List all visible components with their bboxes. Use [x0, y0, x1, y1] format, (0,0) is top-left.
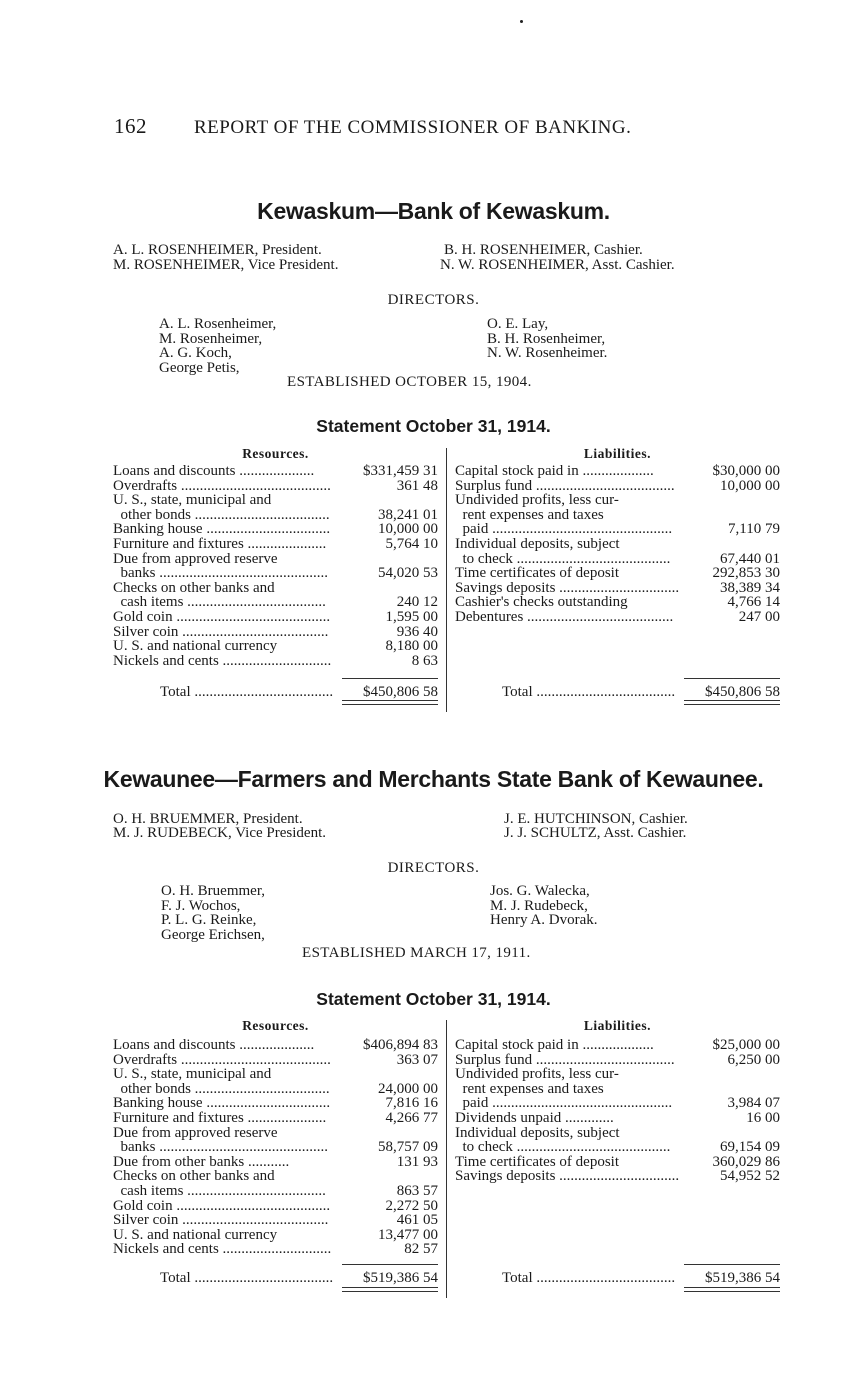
resource-amount: 54,020 53	[378, 565, 438, 582]
resource-amount: 240 12	[396, 594, 438, 611]
resource-row	[113, 1184, 438, 1199]
resources-heading: Resources.	[242, 1018, 309, 1033]
liability-row	[455, 1038, 780, 1053]
total-amount: $450,806 58	[363, 684, 438, 700]
liability-label: Surplus fund .....................................	[455, 1052, 675, 1068]
double-rule	[684, 1287, 780, 1288]
running-head: REPORT OF THE COMMISSIONER OF BANKING.	[194, 117, 632, 138]
liabilities-heading: Liabilities.	[583, 446, 652, 461]
resource-row	[113, 1169, 438, 1184]
resource-label: Furniture and fixtures .....................	[113, 1111, 327, 1126]
liability-row	[455, 464, 780, 479]
resource-amount: 936 40	[396, 623, 438, 640]
director-name: O. H. Bruemmer,	[161, 883, 265, 899]
liability-label: to check .........................................	[455, 551, 671, 567]
total-rule	[684, 678, 780, 679]
liability-row	[455, 1053, 780, 1068]
resource-row	[113, 1213, 438, 1228]
resource-row	[113, 1199, 438, 1214]
liability-amount: 360,029 86	[712, 1153, 780, 1170]
double-rule	[342, 1291, 438, 1292]
total-label: Total .....................................	[502, 1271, 676, 1286]
double-rule	[684, 700, 780, 701]
resource-label: Gold coin .........................................	[113, 610, 331, 625]
column-separator	[446, 448, 447, 712]
director-name: George Erichsen,	[161, 926, 265, 943]
director-name: Jos. G. Walecka,	[490, 883, 590, 899]
liability-row	[455, 566, 780, 581]
resource-row	[113, 493, 438, 508]
director-name: A. L. Rosenheimer,	[159, 316, 277, 332]
liability-label: Surplus fund .....................................	[455, 478, 675, 494]
resource-label: Due from other banks ...........	[113, 1154, 290, 1170]
resource-row	[113, 1140, 438, 1155]
liabilities-heading: Liabilities.	[583, 1018, 652, 1033]
resource-amount: 863 57	[396, 1183, 438, 1199]
directors-heading: DIRECTORS.	[387, 860, 480, 876]
liability-amount: 16 00	[746, 1110, 780, 1126]
double-rule	[342, 700, 438, 701]
liability-label: to check .........................................	[455, 1140, 671, 1156]
liability-amount: $30,000 00	[712, 463, 780, 479]
resource-label: Gold coin .........................................	[113, 1198, 331, 1214]
liability-amount: 10,000 00	[720, 477, 780, 494]
liability-row	[455, 522, 780, 537]
liabilities-total-row	[502, 685, 780, 700]
director-name: F. J. Wochos,	[161, 897, 241, 914]
total-rule	[342, 678, 438, 679]
liability-amount: 7,110 79	[728, 521, 780, 538]
resource-row	[113, 1242, 438, 1257]
total-amount: $450,806 58	[705, 684, 780, 700]
liability-amount: 67,440 01	[720, 550, 780, 567]
liability-label: Individual deposits, subject	[455, 537, 620, 552]
resource-label: Checks on other banks and	[113, 580, 275, 596]
total-label: Total .....................................	[502, 685, 676, 700]
resource-row	[113, 610, 438, 625]
liability-row	[455, 479, 780, 494]
liability-row	[455, 1096, 780, 1111]
liability-label: Cashier's checks outstanding	[455, 595, 628, 611]
officer-entry: J. J. SCHULTZ, Asst. Cashier.	[504, 825, 687, 841]
liability-label: Undivided profits, less cur-	[455, 1067, 619, 1083]
officer-entry: O. H. BRUEMMER, President.	[113, 811, 303, 827]
resource-label: cash items .....................................	[113, 595, 326, 611]
director-name: Henry A. Dvorak.	[490, 912, 598, 928]
officer-entry: J. E. HUTCHINSON, Cashier.	[504, 811, 688, 827]
resource-label: Due from approved reserve	[113, 1125, 278, 1141]
resource-amount: 361 48	[396, 477, 438, 494]
bank-title: Kewaskum—Bank of Kewaskum.	[257, 198, 610, 224]
resource-label: Furniture and fixtures .....................	[113, 537, 327, 552]
resource-label: Checks on other banks and	[113, 1169, 275, 1185]
resource-label: banks .............................................	[113, 1140, 328, 1156]
total-rule	[684, 1264, 780, 1265]
liability-amount: 247 00	[738, 609, 780, 625]
liability-amount: 4,766 14	[727, 594, 780, 611]
liability-label: paid ................................................	[455, 1096, 673, 1112]
resource-amount: 8,180 00	[385, 638, 438, 655]
resource-label: U. S., state, municipal and	[113, 1067, 272, 1083]
column-separator	[446, 1020, 447, 1298]
resource-label: Nickels and cents .............................	[113, 1242, 332, 1258]
resource-amount: 1,595 00	[385, 609, 438, 625]
resource-label: Overdrafts ........................................	[113, 1052, 331, 1068]
director-name: P. L. G. Reinke,	[161, 912, 257, 928]
double-rule	[342, 704, 438, 705]
director-name: B. H. Rosenheimer,	[487, 330, 606, 347]
liability-label: rent expenses and taxes	[455, 1081, 604, 1097]
liability-row	[455, 493, 780, 508]
resource-row	[113, 479, 438, 494]
resource-row	[113, 581, 438, 596]
resources-total-row	[160, 685, 438, 700]
established-date: ESTABLISHED MARCH 17, 1911.	[302, 945, 531, 961]
director-name: M. J. Rudebeck,	[490, 897, 588, 914]
liability-label: Time certificates of deposit	[455, 566, 619, 582]
liability-label: Savings deposits ................................	[455, 580, 680, 596]
liability-row	[455, 1111, 780, 1126]
resource-amount: 4,266 77	[385, 1110, 438, 1126]
liability-amount: 292,853 30	[712, 565, 780, 582]
resource-label: Silver coin .......................................	[113, 1213, 329, 1229]
resource-amount: 13,477 00	[378, 1226, 438, 1243]
resource-row	[113, 566, 438, 581]
liability-row	[455, 537, 780, 552]
total-label: Total .....................................	[160, 685, 334, 700]
bank-title: Kewaunee—Farmers and Merchants State Bank of Kewaunee.	[103, 766, 764, 792]
resource-amount: 461 05	[396, 1212, 438, 1229]
page-header	[114, 114, 631, 139]
liability-label: Debentures .......................................	[455, 610, 674, 625]
resource-amount: 8 63	[411, 652, 438, 669]
liability-amount: 69,154 09	[720, 1139, 780, 1156]
established-date: ESTABLISHED OCTOBER 15, 1904.	[287, 374, 532, 390]
resource-amount: 82 57	[404, 1241, 438, 1258]
liability-amount: 54,952 52	[720, 1168, 780, 1185]
double-rule	[684, 1291, 780, 1292]
resource-amount: 38,241 01	[378, 506, 438, 523]
liability-amount: 3,984 07	[727, 1095, 780, 1112]
resource-amount: 58,757 09	[378, 1139, 438, 1156]
resource-label: Silver coin .......................................	[113, 624, 329, 640]
resource-label: Banking house .................................	[113, 1096, 331, 1112]
resource-row	[113, 1053, 438, 1068]
total-amount: $519,386 54	[363, 1270, 438, 1286]
resource-label: U. S. and national currency	[113, 1227, 278, 1243]
resource-amount: 2,272 50	[385, 1197, 438, 1214]
liabilities-total-row	[502, 1271, 780, 1286]
resource-amount: 131 93	[396, 1153, 438, 1170]
officer-entry: M. ROSENHEIMER, Vice President.	[113, 257, 339, 273]
resource-amount: $406,894 83	[363, 1037, 438, 1053]
total-amount: $519,386 54	[705, 1270, 780, 1286]
liability-label: Undivided profits, less cur-	[455, 493, 619, 509]
resource-amount: 7,816 16	[385, 1095, 438, 1112]
resource-row	[113, 639, 438, 654]
director-name: M. Rosenheimer,	[159, 330, 263, 347]
liability-label: paid ................................................	[455, 522, 673, 538]
director-name: O. E. Lay,	[487, 316, 549, 332]
liability-row	[455, 610, 780, 625]
resource-label: Nickels and cents .............................	[113, 653, 332, 669]
resource-label: Due from approved reserve	[113, 551, 278, 567]
director-name: A. G. Koch,	[159, 345, 232, 361]
liability-amount: 6,250 00	[727, 1051, 780, 1068]
page-number: 162	[114, 114, 147, 138]
resource-label: cash items .....................................	[113, 1184, 326, 1199]
resource-amount: $331,459 31	[363, 463, 438, 479]
resource-label: banks .............................................	[113, 566, 328, 582]
resource-label: Banking house .................................	[113, 522, 331, 538]
liability-row	[455, 595, 780, 610]
liability-amount: $25,000 00	[712, 1037, 780, 1053]
director-name: George Petis,	[159, 359, 240, 376]
resource-row	[113, 654, 438, 669]
resource-label: other bonds ....................................	[113, 507, 330, 523]
resource-label: U. S. and national currency	[113, 639, 278, 655]
liability-label: Individual deposits, subject	[455, 1125, 620, 1141]
liability-label: Capital stock paid in ...................	[455, 464, 654, 479]
total-rule	[342, 1264, 438, 1265]
liability-row	[455, 1169, 780, 1184]
resource-row	[113, 1111, 438, 1126]
resources-total-row	[160, 1271, 438, 1286]
officer-entry: M. J. RUDEBECK, Vice President.	[113, 825, 326, 841]
liability-row	[455, 1140, 780, 1155]
director-name: N. W. Rosenheimer.	[487, 345, 608, 361]
resource-row	[113, 464, 438, 479]
resource-row	[113, 1038, 438, 1053]
double-rule	[684, 704, 780, 705]
resource-label: Loans and discounts ....................	[113, 1038, 315, 1053]
statement-title: Statement October 31, 1914.	[316, 416, 551, 436]
liability-row	[455, 1067, 780, 1082]
liability-label: Dividends unpaid .............	[455, 1111, 614, 1126]
resource-label: other bonds ....................................	[113, 1081, 330, 1097]
resource-row	[113, 537, 438, 552]
liability-label: Time certificates of deposit	[455, 1154, 619, 1170]
liability-label: Capital stock paid in ...................	[455, 1038, 654, 1053]
resource-amount: 363 07	[396, 1051, 438, 1068]
resource-amount: 5,764 10	[385, 536, 438, 552]
resource-row	[113, 1155, 438, 1170]
resource-label: U. S., state, municipal and	[113, 493, 272, 509]
resource-amount: 24,000 00	[378, 1080, 438, 1097]
liability-label: rent expenses and taxes	[455, 507, 604, 523]
speck	[520, 20, 523, 23]
officer-entry: N. W. ROSENHEIMER, Asst. Cashier.	[440, 257, 675, 273]
resource-label: Loans and discounts ....................	[113, 464, 315, 479]
resource-amount: 10,000 00	[378, 521, 438, 538]
resource-row	[113, 1228, 438, 1243]
liability-label: Savings deposits ................................	[455, 1169, 680, 1185]
statement-title: Statement October 31, 1914.	[316, 989, 551, 1009]
resource-row	[113, 1067, 438, 1082]
resource-label: Overdrafts ........................................	[113, 478, 331, 494]
directors-heading: DIRECTORS.	[387, 292, 480, 308]
total-label: Total .....................................	[160, 1271, 334, 1286]
resources-heading: Resources.	[242, 446, 309, 461]
officer-entry: B. H. ROSENHEIMER, Cashier.	[444, 242, 643, 258]
officer-entry: A. L. ROSENHEIMER, President.	[113, 242, 322, 258]
double-rule	[342, 1287, 438, 1288]
liability-amount: 38,389 34	[720, 579, 780, 596]
